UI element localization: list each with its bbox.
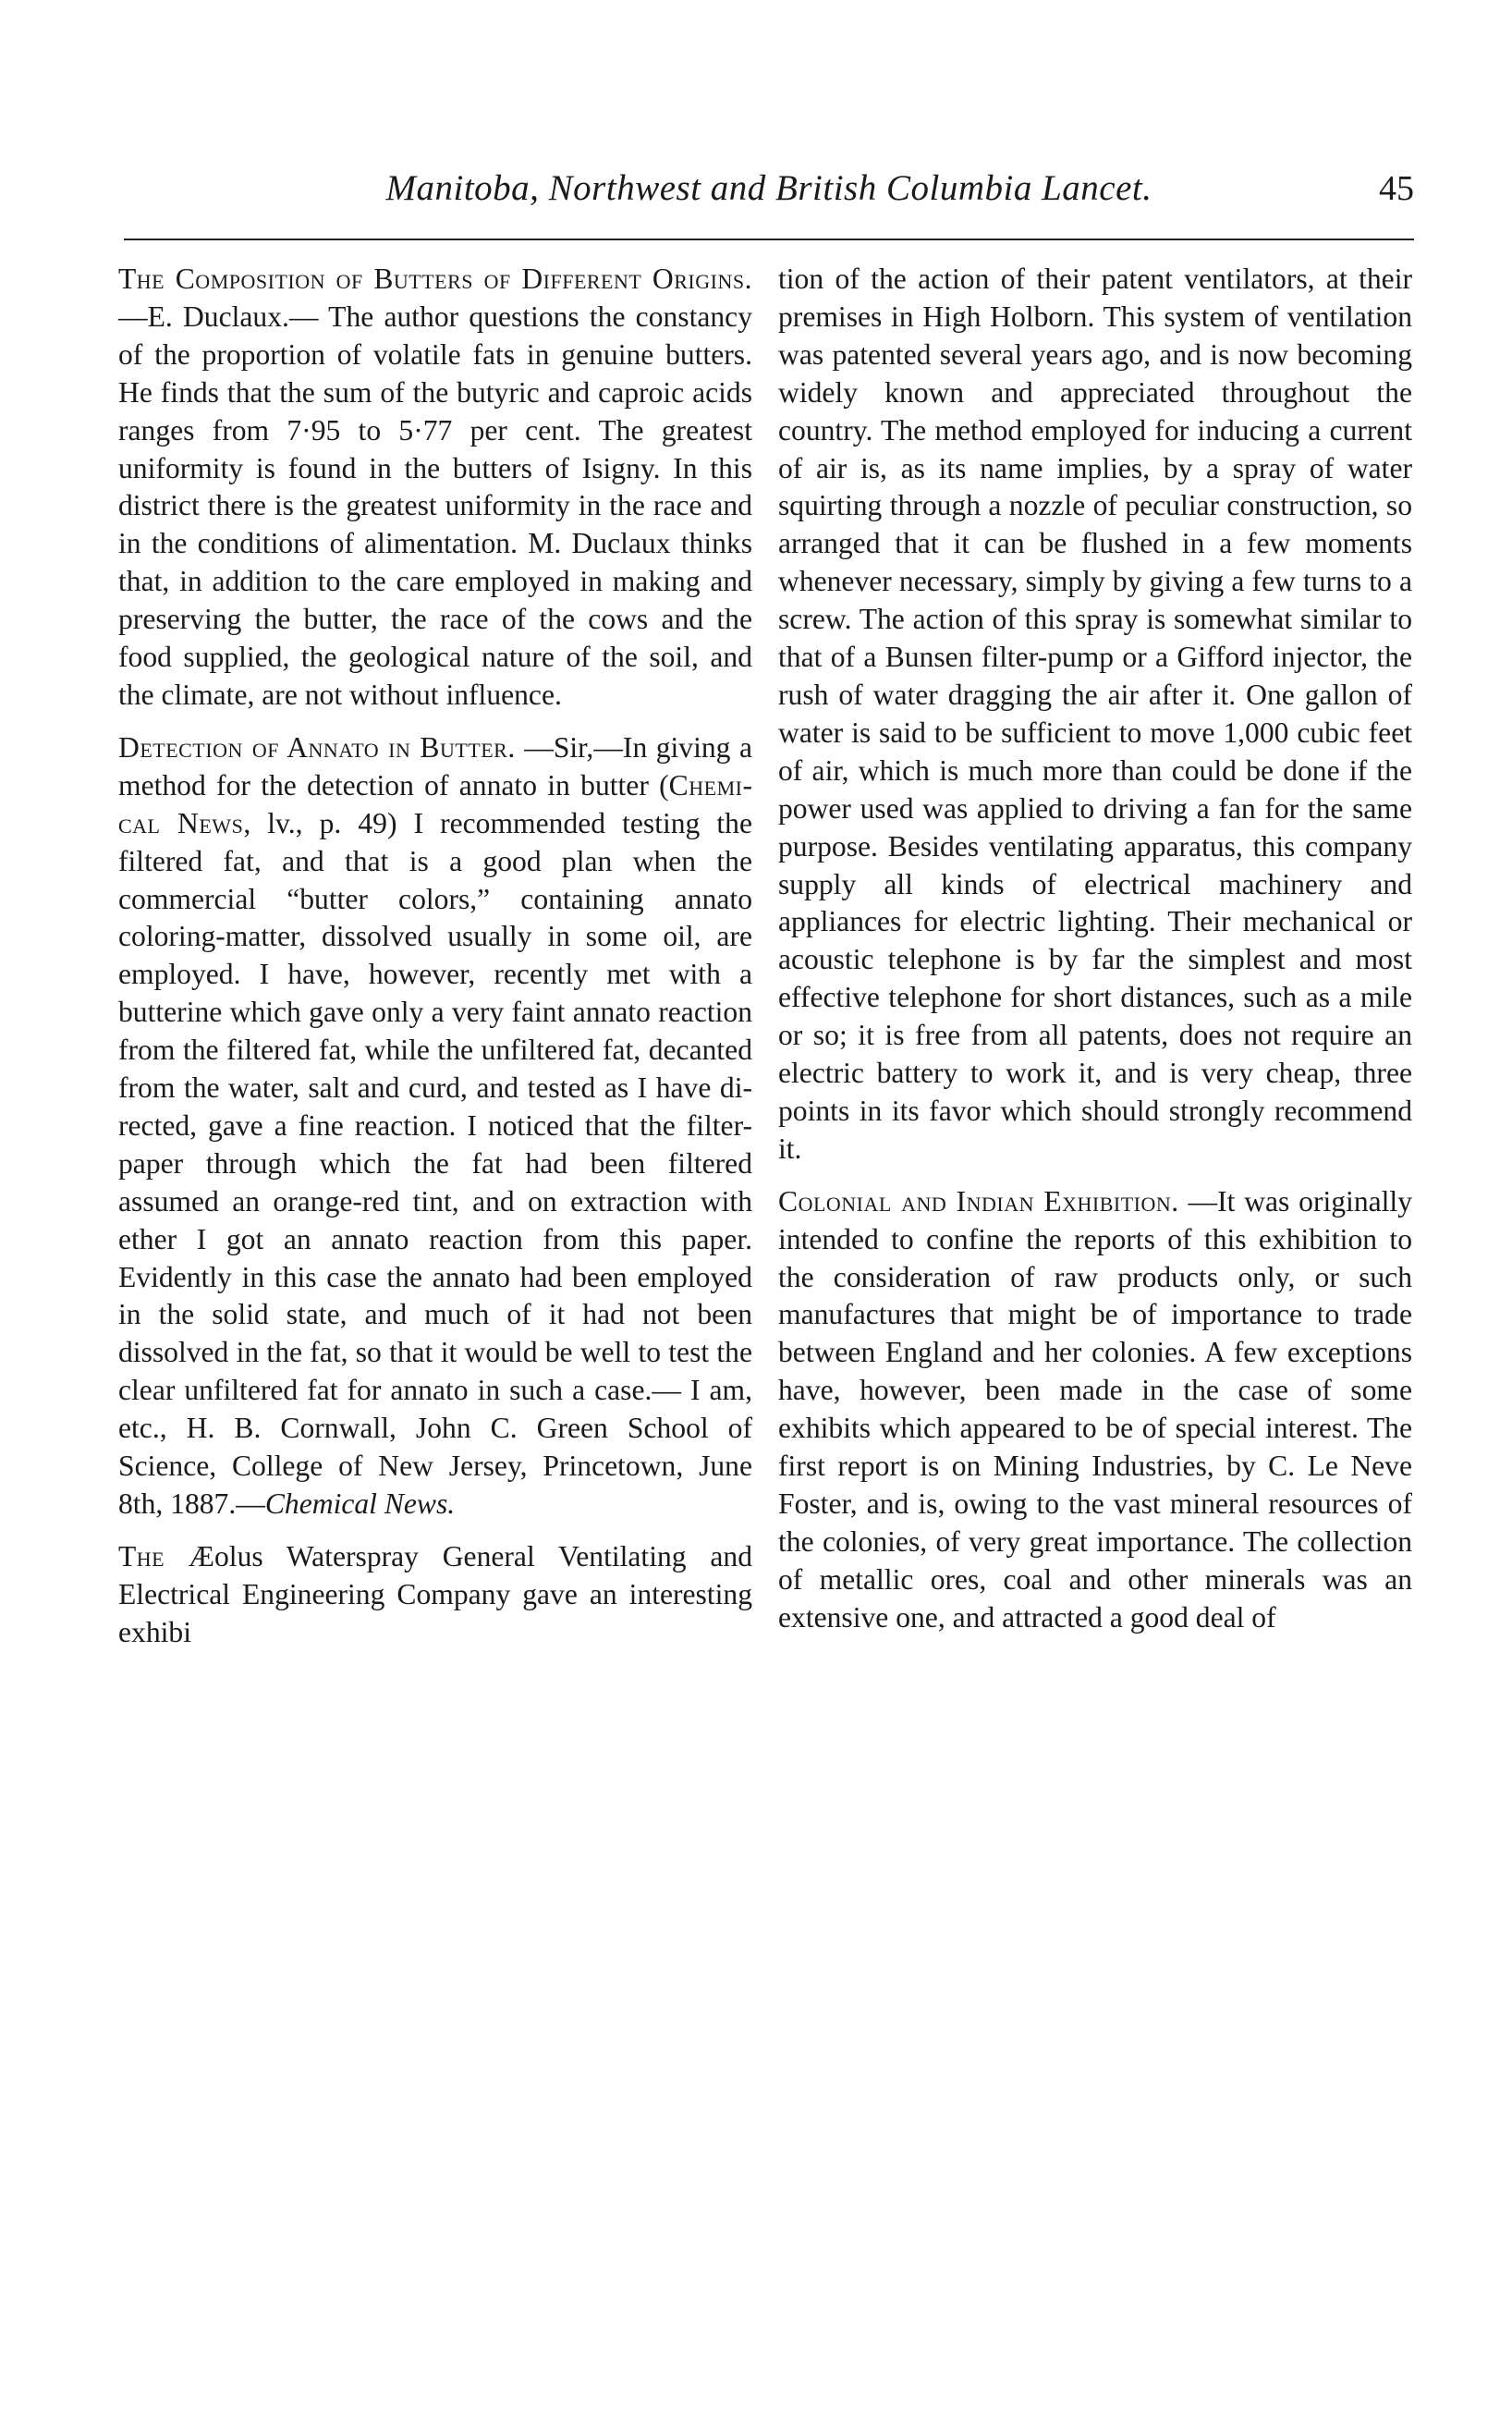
article-annato-detection <box>118 729 752 1524</box>
article-source: Chemical News. <box>264 1487 456 1520</box>
article-title: The Composition of Butters of Different Origins. <box>118 263 752 295</box>
running-title: Manitoba, Northwest and British Columbia Lancet. <box>385 168 1152 208</box>
article-title: Colonial and Indian Exhibition. <box>778 1184 1179 1218</box>
article-body: —Sir,—In giving a method for the detection of annato in butter ( <box>118 730 752 802</box>
article-aeolus-waterspray <box>118 1538 752 1652</box>
article-author: —E. Duclaux.— <box>118 300 319 333</box>
left-column <box>118 261 752 1667</box>
article-butters-composition <box>118 261 752 715</box>
article-body: —It was originally intended to confine the reports of this exhibition to the consideration of raw products only, or such manufactures that might be of importance to trade between England and her colonies. A few exceptions have, however, been made in the case of some exhibits which appeared to be of special interest. The first report is on Mining Industries, by C. Le Neve Foster, and is, owing to the vast mineral resources of the colonies, of very great importance. The collection of metallic ores, coal and other minerals was an extensive one, and attracted a good deal of <box>778 1184 1412 1634</box>
header-rule <box>124 239 1414 240</box>
page-number: 45 <box>1379 169 1414 208</box>
source-reference: Chemical News <box>118 768 752 839</box>
article-title: Detection of Annato in Butter. <box>118 730 516 764</box>
article-lead-word: The <box>118 1539 165 1573</box>
article-body-continued: , lv., p. 49) I recommended testing the filtered fat, and that is a good plan when the commercial “butter colors,” containing annato coloring-matter, dissolved usually in some oil, are employed. I have, however, recently met with a butterine which gave only a very faint annato reaction from the filtered fat, while the unfiltered fat, decanted from the water, salt and curd, and tested as I have directed, gave a fine reaction. I noticed that the filter-paper through which the fat had been filtered assumed an orange-red tint, and on extraction with ether I got an annato reaction from this paper. Evidently in this case the annato had been employed in the solid state, and much of it had not been dissolved in the fat, so that it would be well to test the clear unfiltered fat for annato in such a case.— I am, etc., H. B. Cornwall, John C. Green School of Science, College of New Jersey, Princetown, June 8th, 1887.— <box>118 806 752 1520</box>
article-body: The author questions the constancy of the proportion of volatile fats in genuine butters. He finds that the sum of the butyric and caproic acids ranges from 7·95 to 5·77 per cent. The greatest uniformity is found in the butters of Isigny. In this district there is the greatest uniformity in the race and in the conditions of alimentation. M. Duclaux thinks that, in addition to the care employed in making and preserving the butter, the race of the cows and the food supplied, the geological nature of the soil, and the climate, are not without influence. <box>118 300 753 711</box>
article-colonial-exhibition <box>778 1183 1412 1637</box>
article-aeolus-waterspray-continued: tion of the action of their patent ventilators, at their premises in High Holborn. This system of ventilation was patented several years ago, and is now becoming widely known and appreciated throughout the country. The method employed for inducing a current of air is, as its name implies, by a spray of water squirting through a nozzle of peculiar construction, so arranged that it can be flushed in a few moments whenever necessary, simply by giving a few turns to a screw. The action of this spray is somewhat similar to that of a Bunsen filter-pump or a Gifford injector, the rush of water dragging the air after it. One gallon of water is said to be sufficient to move 1,000 cubic feet of air, which is much more than could be done if the power used was applied to driving a fan for the same purpose. Besides ventilating apparatus, this company supply all kinds of electrical machinery and appliances for electric lighting. Their mechanical or acoustic telephone is by far the simplest and most effective telephone for short distances, such as a mile or so; it is free from all patents, does not require an electric battery to work it, and is very cheap, three points in its favor which should strongly recommend it. <box>778 263 1412 1165</box>
right-column <box>778 261 1412 1652</box>
running-head <box>124 165 1414 229</box>
article-body: Æolus Waterspray General Ventilating and Electrical Engineering Company gave an interesting exhibi <box>118 1539 752 1648</box>
